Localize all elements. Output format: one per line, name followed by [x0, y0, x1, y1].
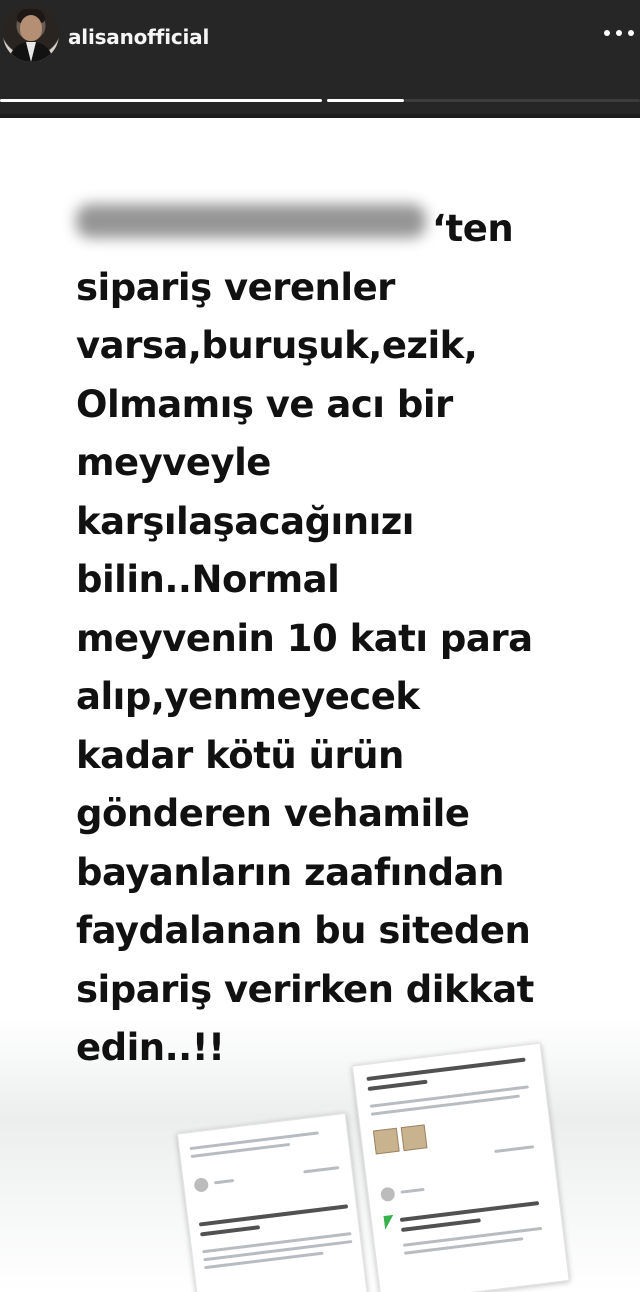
story-header	[0, 0, 640, 118]
story-line: bilin..Normal	[76, 558, 340, 601]
story-line: gönderen vehamile	[76, 792, 470, 835]
story-line-1: ‘ten	[432, 207, 514, 250]
dot	[628, 30, 634, 36]
story-line: varsa,buruşuk,ezik,	[76, 324, 478, 367]
story-line: karşılaşacağınızı	[76, 499, 414, 543]
story-line: Olmamış ve acı bir	[76, 382, 453, 426]
more-dots-icon[interactable]	[604, 30, 634, 36]
story-line: bayanların zaafından	[76, 850, 504, 894]
dot	[616, 30, 622, 36]
story-text	[76, 200, 596, 1078]
username[interactable]: alisanofficial	[68, 25, 210, 49]
story-line: sipariş verenler	[76, 265, 395, 309]
screenshot-card-left	[177, 1113, 369, 1292]
story-line: meyvenin 10 katı para	[76, 616, 533, 660]
profile-avatar[interactable]	[3, 6, 59, 62]
story-line: faydalanan bu siteden	[76, 909, 531, 952]
story-progress-bar	[0, 99, 640, 103]
story-line: edin..!!	[76, 1026, 225, 1069]
story-line: sipariş verirken dikkat	[76, 967, 534, 1011]
avatar-face	[20, 15, 42, 41]
story-content[interactable]	[0, 118, 640, 1292]
progress-segment-1	[0, 99, 322, 102]
screenshot-card-right	[352, 1043, 570, 1292]
story-line: alıp,yenmeyecek	[76, 675, 420, 718]
story-line: meyveyle	[76, 441, 271, 484]
dot	[604, 30, 610, 36]
progress-segment-2-fill	[327, 99, 404, 102]
story-line: kadar kötü ürün	[76, 733, 404, 777]
progress-segment-2-track	[404, 99, 640, 102]
